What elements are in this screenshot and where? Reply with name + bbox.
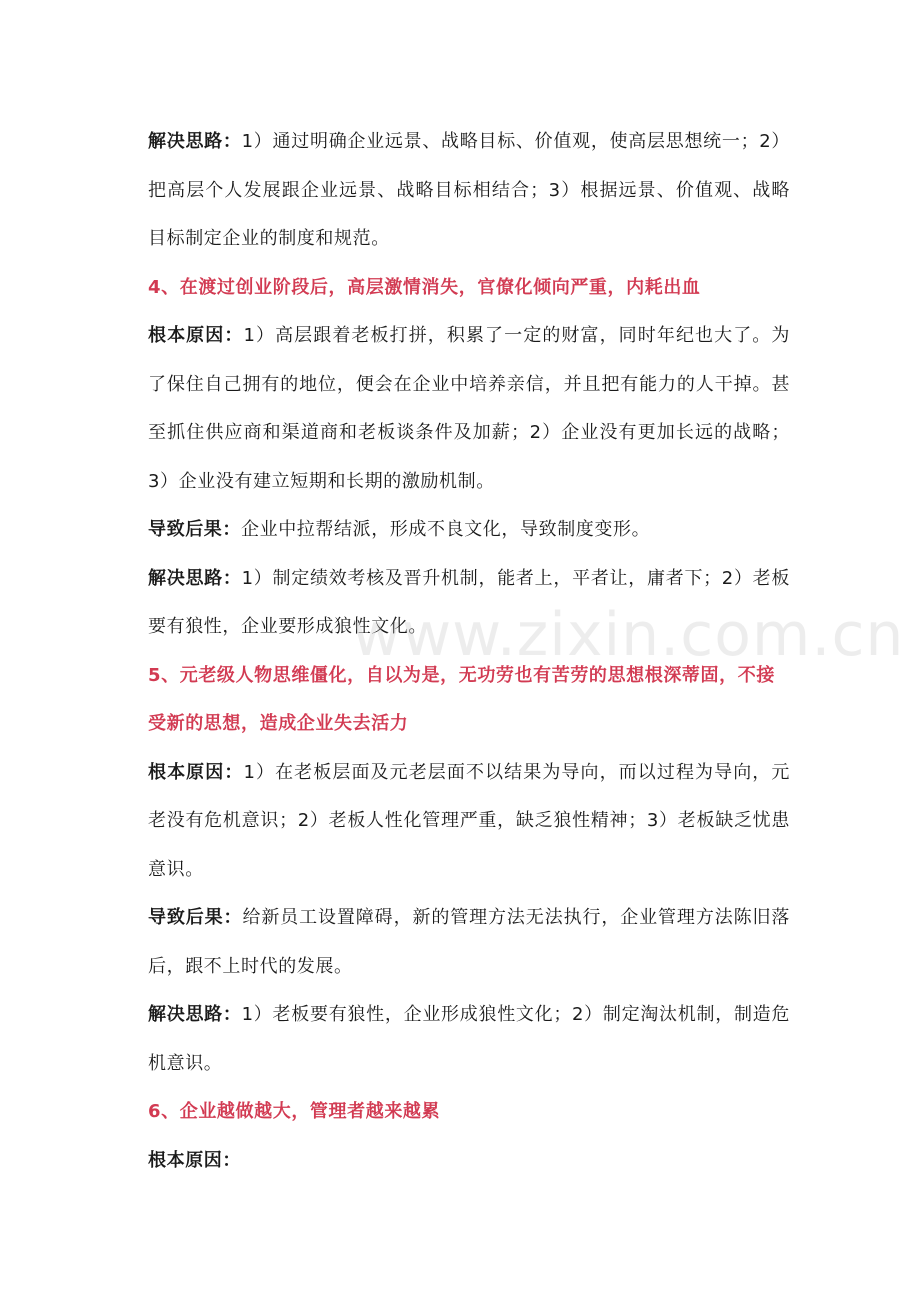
paragraph-root-cause-6 — [148, 1137, 790, 1186]
paragraph-text: 1）老板要有狼性，企业形成狼性文化；2）制定淘汰机制，制造危机意识。 — [148, 1004, 790, 1074]
paragraph-text: 1）制定绩效考核及晋升机制，能者上，平者让，庸者下；2）老板要有狼性，企业要形成狼性文化。 — [148, 567, 790, 637]
paragraph-label: 导致后果： — [148, 907, 243, 928]
section-heading-4: 4、在渡过创业阶段后，高层激情消失，官僚化倾向严重，内耗出血 — [148, 276, 701, 298]
paragraph-text: 1）高层跟着老板打拼，积累了一定的财富，同时年纪也大了。为了保住自己拥有的地位，便会在企业中培养亲信，并且把有能力的人干掉。甚至抓住供应商和渠道商和老板谈条件及加薪；2）企业没有更加长远的战略；3）企业没有建立短期和长期的激励机制。 — [148, 325, 790, 492]
paragraph-label: 根本原因： — [148, 325, 244, 346]
paragraph-text: 给新员工设置障碍，新的管理方法无法执行，企业管理方法陈旧落后，跟不上时代的发展。 — [148, 907, 790, 977]
paragraph-solution-4 — [148, 555, 790, 652]
section-heading-6: 6、企业越做越大，管理者越来越累 — [148, 1101, 441, 1122]
paragraph-label: 导致后果： — [148, 519, 241, 540]
paragraph-consequence-5 — [148, 894, 790, 991]
paragraph-root-cause-5 — [148, 749, 790, 895]
paragraph-label: 解决思路： — [148, 567, 242, 589]
paragraph-label: 根本原因： — [148, 1149, 241, 1171]
section-heading-5: 5、元老级人物思维僵化，自以为是，无功劳也有苦劳的思想根深蒂固，不接受新的思想，造成企业失去活力 — [148, 664, 775, 734]
paragraph-root-cause-4 — [148, 312, 790, 506]
paragraph-solution-3 — [148, 118, 790, 264]
paragraph-label: 根本原因： — [148, 761, 244, 783]
paragraph-text: 企业中拉帮结派，形成不良文化，导致制度变形。 — [241, 519, 651, 540]
paragraph-text: 1）在老板层面及元老层面不以结果为导向，而以过程为导向，元老没有危机意识；2）老板人性化管理严重，缺乏狼性精神；3）老板缺乏忧患意识。 — [148, 761, 790, 880]
paragraph-label: 解决思路： — [148, 1004, 242, 1025]
document-body — [148, 118, 790, 1185]
paragraph-consequence-4 — [148, 506, 790, 555]
paragraph-text: 1）通过明确企业远景、战略目标、价值观，使高层思想统一；2）把高层个人发展跟企业远景、战略目标相结合；3）根据远景、价值观、战略目标制定企业的制度和规范。 — [148, 131, 790, 249]
paragraph-label: 解决思路： — [148, 131, 242, 152]
watermark: www.zixin.com.cn — [352, 600, 905, 670]
paragraph-solution-5 — [148, 991, 790, 1088]
